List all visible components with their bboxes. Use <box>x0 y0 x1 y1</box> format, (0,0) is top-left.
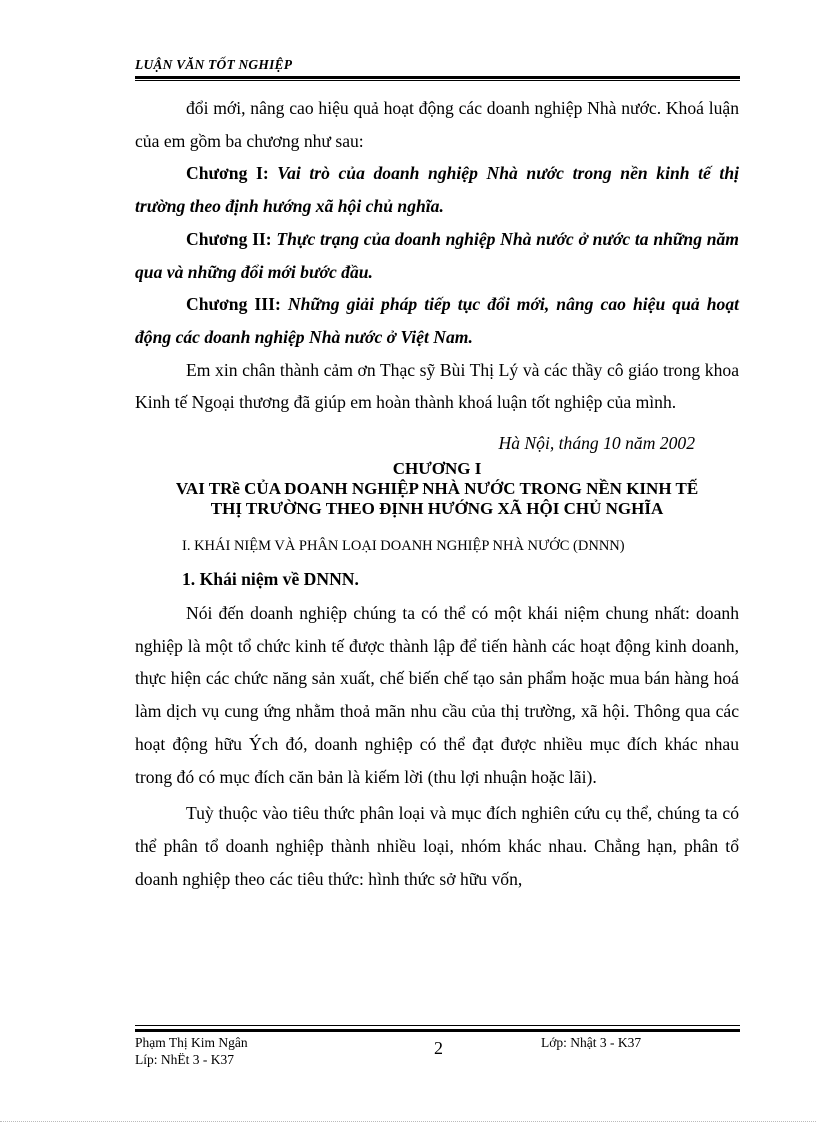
footer-rule-thick <box>135 1029 740 1032</box>
section-title: I. KHÁI NIỆM VÀ PHÂN LOẠI DOANH NGHIỆP NHÀ NƯỚC (DNNN) <box>182 538 625 555</box>
footer-author: Phạm Thị Kim Ngân <box>135 1035 248 1050</box>
header-rule-thick <box>135 76 740 79</box>
chapter-3-label: Chương III: <box>186 294 281 315</box>
chapter-title-line-1: VAI TRề CỦA DOANH NGHIỆP NHÀ NƯỚC TRONG NỀN KINH TẾ <box>175 479 699 499</box>
definition-paragraph: Nói đến doanh nghiệp chúng ta có thể có một khái niệm chung nhất: doanh nghiệp là một tổ chức kinh tế được thành lập để tiến hành các hoạt động kinh doanh, thực hiện các chức năng sản xuất, chế biến chế tạo sản phẩm hoặc mua bán hàng hoá làm dịch vụ cung ứng nhằm thoả mãn nhu cầu của thị trường, xã hội. Thông qua các hoạt động hữu Ých đó, doanh nghiệp có thể đạt được nhiều mục đích khác nhau trong đó có mục đích căn bản là kiếm lời (thu lợi nhuận hoặc lãi). <box>135 603 739 787</box>
footer-class-left: Líp: NhËt 3 - K37 <box>135 1052 234 1067</box>
acknowledgement-paragraph: Em xin chân thành cảm ơn Thạc sỹ Bùi Thị Lý và các thầy cô giáo trong khoa Kinh tế Ngoại thương đã giúp em hoàn thành khoá luận tốt nghiệp của mình. <box>135 359 739 413</box>
page-bottom-border <box>0 1121 816 1122</box>
header-rule-thin <box>135 80 740 81</box>
chapter-1-label: Chương I: <box>186 163 269 184</box>
chapter-2-summary <box>135 223 739 288</box>
chapter-heading-block <box>135 459 739 519</box>
subsection-title: 1. Khái niệm về DNNN. <box>182 569 359 590</box>
place-date-signature: Hà Nội, tháng 10 năm 2002 <box>498 433 695 454</box>
footer-rule-thin <box>135 1025 740 1026</box>
footer-left <box>135 1034 248 1068</box>
chapter-title-line-2: THỊ TRƯỜNG THEO ĐỊNH HƯỚNG XÃ HỘI CHỦ NGHĨA <box>210 499 664 519</box>
classification-paragraph: Tuỳ thuộc vào tiêu thức phân loại và mục đích nghiên cứu cụ thể, chúng ta có thể phân tổ doanh nghiệp thành nhiều loại, nhóm khác nhau. Chẳng hạn, phân tổ doanh nghiệp theo các tiêu thức: hình thức sở hữu vốn, <box>135 803 739 889</box>
chapter-3-title: Những giải pháp tiếp tục đổi mới, nâng cao hiệu quả hoạt động các doanh nghiệp Nhà nước ở Việt Nam. <box>135 294 740 347</box>
body-text <box>135 92 739 895</box>
footer-class-right: Lớp: Nhật 3 - K37 <box>541 1035 642 1050</box>
running-header-title: LUẬN VĂN TỐT NGHIỆP <box>135 57 293 72</box>
chapter-1-summary <box>135 157 739 222</box>
chapter-3-summary <box>135 288 739 353</box>
chapter-heading: CHƯƠNG I <box>392 459 482 479</box>
intro-continuation-paragraph: đổi mới, nâng cao hiệu quả hoạt động các doanh nghiệp Nhà nước. Khoá luận của em gồm ba chương như sau: <box>135 98 739 151</box>
chapter-2-title: Thực trạng của doanh nghiệp Nhà nước ở nước ta những năm qua và những đổi mới bước đầu. <box>135 228 739 282</box>
page-number: 2 <box>434 1038 443 1058</box>
chapter-1-title: Vai trò của doanh nghiệp Nhà nước trong nền kinh tế thị trường theo định hướng xã hội chủ nghĩa. <box>135 163 739 217</box>
chapter-2-label: Chương II: <box>186 228 272 249</box>
